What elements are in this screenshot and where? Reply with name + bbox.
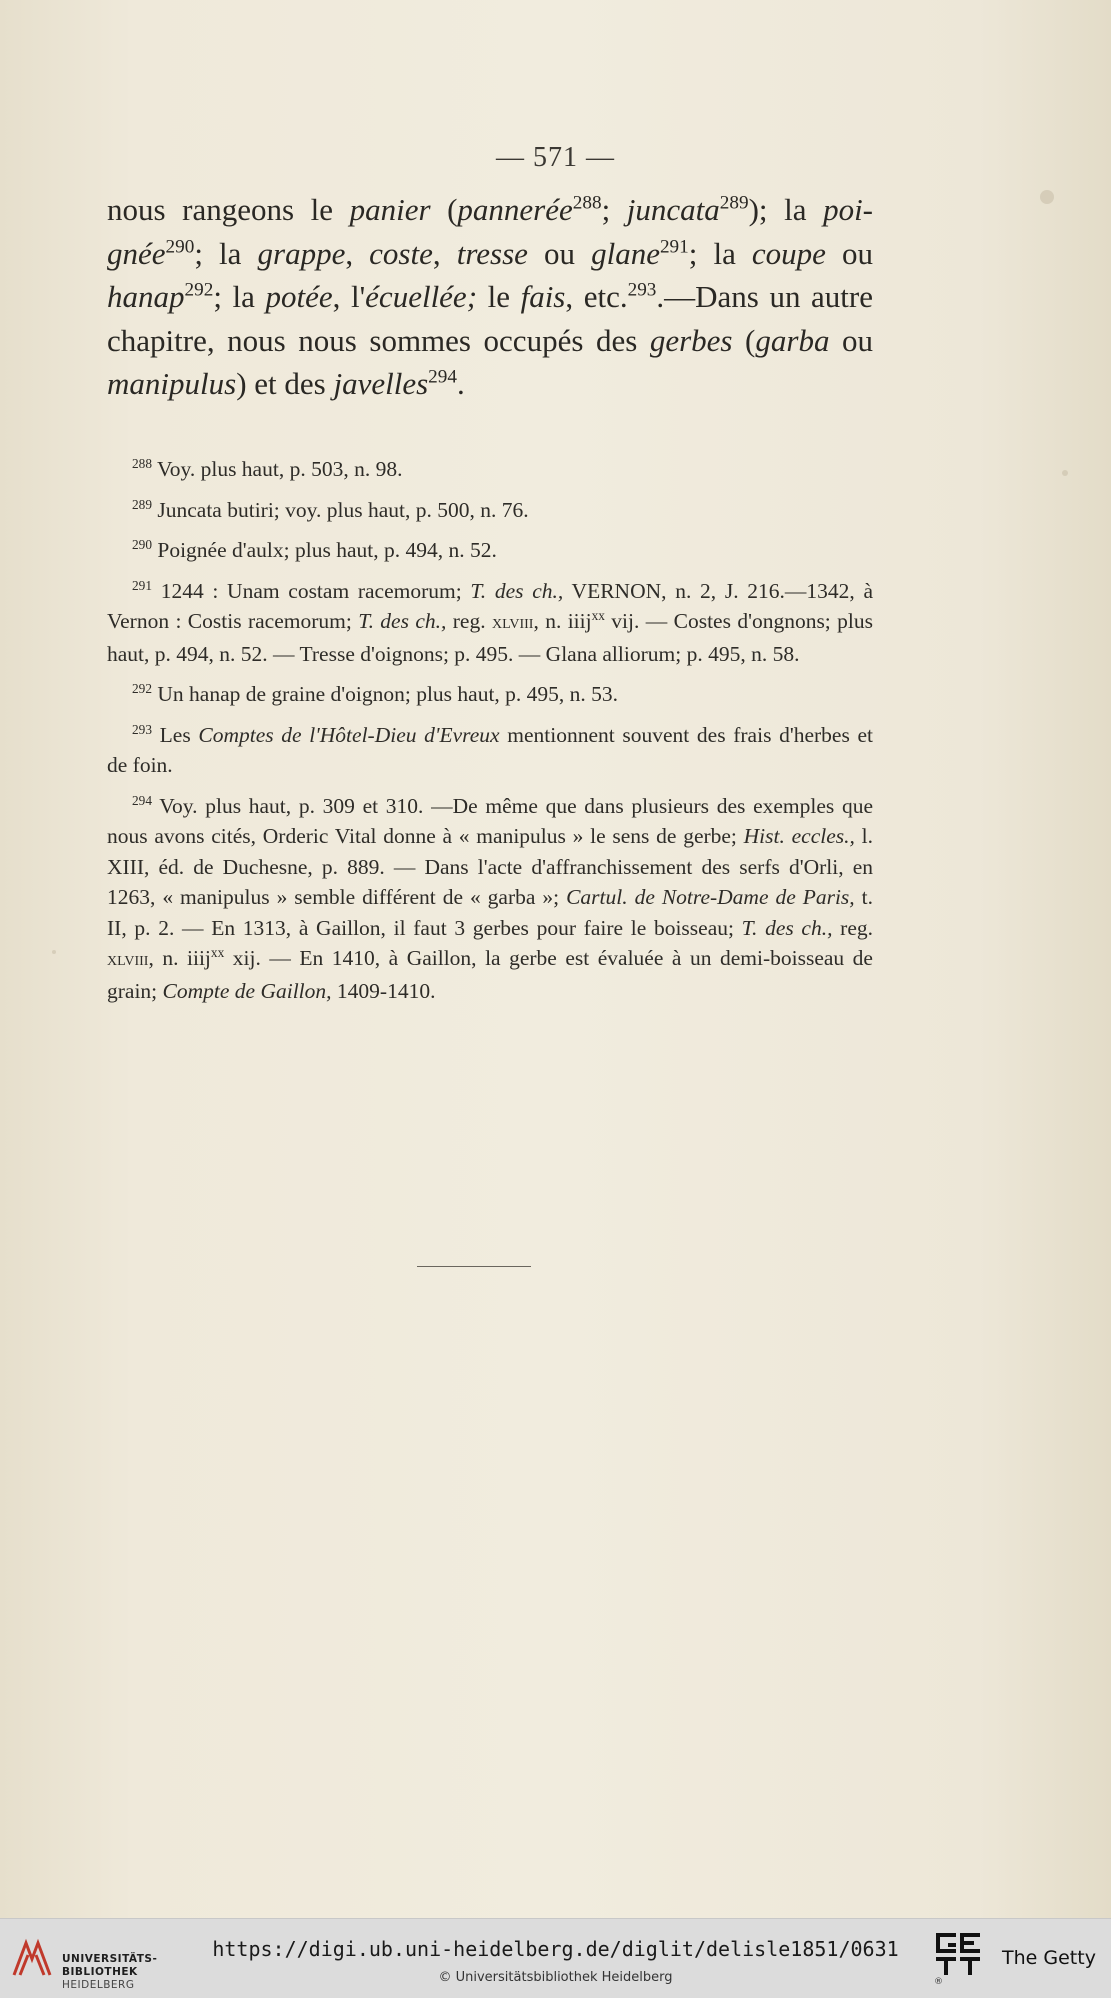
text-run: ); la [748, 192, 824, 227]
note-ref: xx [210, 944, 225, 960]
italic-run: grappe [257, 235, 346, 271]
paper-stain [52, 950, 56, 954]
note-ref: 288 [572, 192, 602, 214]
text-run: xlviii [107, 949, 149, 970]
text-run: Juncata butiri; voy. plus haut, p. 500, n. 76. [152, 497, 529, 522]
note-ref: 292 [184, 279, 214, 301]
text-run: reg. [446, 609, 492, 633]
italic-run: Hist. eccles., [743, 824, 855, 848]
italic-run: Compte de Gaillon, [162, 978, 332, 1003]
text-run: l. XIII, éd. de Duchesne, p. 889. — Dans l'acte d'affranchissement des serfs d'Orli, en 1263, « manipulus » semble différent de « garba »; [107, 824, 873, 909]
body-text [107, 188, 873, 406]
note-ref: 294 [132, 792, 152, 808]
text-run: 1409-1410. [331, 978, 436, 1003]
italic-run: T. des ch., [741, 915, 833, 940]
main-paragraph [107, 188, 873, 406]
italic-run: T. des ch., [358, 609, 447, 633]
footnote-290 [107, 535, 873, 566]
italic-run: potée [265, 279, 333, 314]
note-ref: 293 [132, 721, 152, 737]
page-number: — 571 — [496, 142, 615, 173]
text-run: ; la [688, 235, 752, 271]
text-run: ou [527, 235, 592, 271]
text-run: Voy. plus haut, p. 309 et 310. —De même que dans plusieurs des exemples que nous avons cités, Orderic Vital donne à « manipulus » le sens de gerbe; [107, 793, 873, 848]
footnote-294 [107, 791, 873, 1007]
text-run: mentionnent souvent des frais d'herbes et de foin. [107, 722, 873, 777]
italic-run: juncata [626, 192, 720, 227]
italic-run: garba [755, 322, 830, 358]
italic-run: poi-gnée [107, 192, 873, 271]
footnote-293 [107, 720, 873, 781]
text-run: , l' [332, 279, 366, 314]
text-run: vij. — Costes d'ongnons; plus haut, p. 494, n. 52. — Tresse d'oignons; p. 495. — Glana alliorum; p. 495, n. 58. [107, 609, 873, 666]
footnote-288 [107, 454, 873, 485]
text-run: ; la [213, 279, 266, 314]
text-run: , etc. [565, 279, 628, 314]
italic-run: coupe [751, 235, 826, 271]
text-run: , n. iiij [148, 946, 211, 970]
note-ref: 289 [719, 192, 749, 214]
italic-run: glane [591, 235, 660, 271]
paper-stain [1062, 470, 1068, 476]
note-ref: 292 [132, 680, 152, 696]
end-rule [417, 1266, 531, 1267]
text-run: nous rangeons le [107, 192, 350, 227]
note-ref: 291 [132, 577, 152, 593]
viewer-footer [0, 1918, 1111, 1998]
note-ref: 290 [132, 536, 152, 552]
text-run: xlviii [491, 612, 534, 633]
italic-run: manipulus [107, 366, 237, 401]
text-run: Voy. plus haut, p. 503, n. 98. [152, 457, 403, 481]
note-ref: xx [591, 607, 605, 623]
text-run: ( [430, 192, 458, 227]
footnote-292 [107, 679, 873, 710]
footnotes [107, 454, 873, 1016]
text-run: ; [601, 192, 627, 227]
text-run: Les [152, 722, 199, 747]
italic-run: javelles [333, 366, 429, 401]
text-run: Un hanap de graine d'oignon; plus haut, p. 495, n. 53. [152, 682, 619, 706]
note-ref: 291 [659, 236, 689, 258]
italic-run: tresse [456, 235, 528, 271]
text-run: le [477, 279, 521, 314]
text-run: ) et des [236, 366, 334, 401]
text-run: reg. [832, 915, 873, 940]
italic-run: écuellée; [365, 279, 478, 314]
text-run: , [345, 235, 370, 271]
text-run: , n. iiij [533, 609, 592, 633]
text-run: Poignée d'aulx; plus haut, p. 494, n. 52. [152, 538, 497, 562]
partner-name: The Getty [1002, 1947, 1096, 1969]
getty-logo[interactable] [934, 1931, 1104, 1987]
copyright-notice: © Universitätsbibliothek Heidelberg [438, 1970, 673, 1985]
text-run: 1244 : Unam costam racemorum; [152, 578, 471, 603]
paper-stain [1040, 190, 1054, 204]
text-run: t. II, p. 2. — En 1313, à Gaillon, il faut 3 gerbes pour faire le boisseau; [107, 885, 873, 940]
italic-run: panier [349, 192, 431, 227]
library-name: UNIVERSITÄTS- BIBLIOTHEK HEIDELBERG [62, 1953, 158, 1991]
text-run: ou [829, 322, 874, 358]
italic-run: Cartul. de Notre-Dame de Paris, [566, 885, 855, 909]
text-run: . [456, 366, 465, 401]
text-run: xij. — En 1410, à Gaillon, la gerbe est évaluée à un demi-boisseau de grain; [107, 946, 873, 1003]
italic-run: T. des ch., [470, 578, 564, 603]
italic-run: hanap [107, 279, 185, 314]
note-ref: 289 [132, 496, 152, 512]
italic-run: gerbes [649, 322, 733, 358]
footnote-289 [107, 495, 873, 526]
text-run: , [432, 235, 457, 271]
registered-mark: ® [934, 1977, 943, 1987]
getty-icon [934, 1931, 984, 1977]
italic-run: Comptes de l'Hôtel-Dieu d'Evreux [198, 722, 500, 747]
note-ref: 288 [132, 455, 152, 471]
note-ref: 294 [428, 366, 457, 388]
text-run: VERNON, n. 2, J. 216.—1342, à Vernon : Costis racemorum; [107, 578, 873, 633]
italic-run: coste [369, 235, 433, 271]
text-run: .—Dans un autre chapitre, nous nous sommes occupés des [107, 279, 873, 358]
text-run: ; la [194, 235, 258, 271]
note-ref: 290 [165, 236, 195, 258]
text-run: ou [825, 235, 874, 271]
italic-run: fais [520, 279, 566, 314]
footnote-291 [107, 576, 873, 670]
text-run: ( [732, 322, 756, 358]
note-ref: 293 [627, 279, 657, 301]
italic-run: pannerée [457, 192, 573, 227]
permalink-url[interactable]: https://digi.ub.uni-heidelberg.de/diglit/delisle1851/0631 [212, 1937, 899, 1961]
